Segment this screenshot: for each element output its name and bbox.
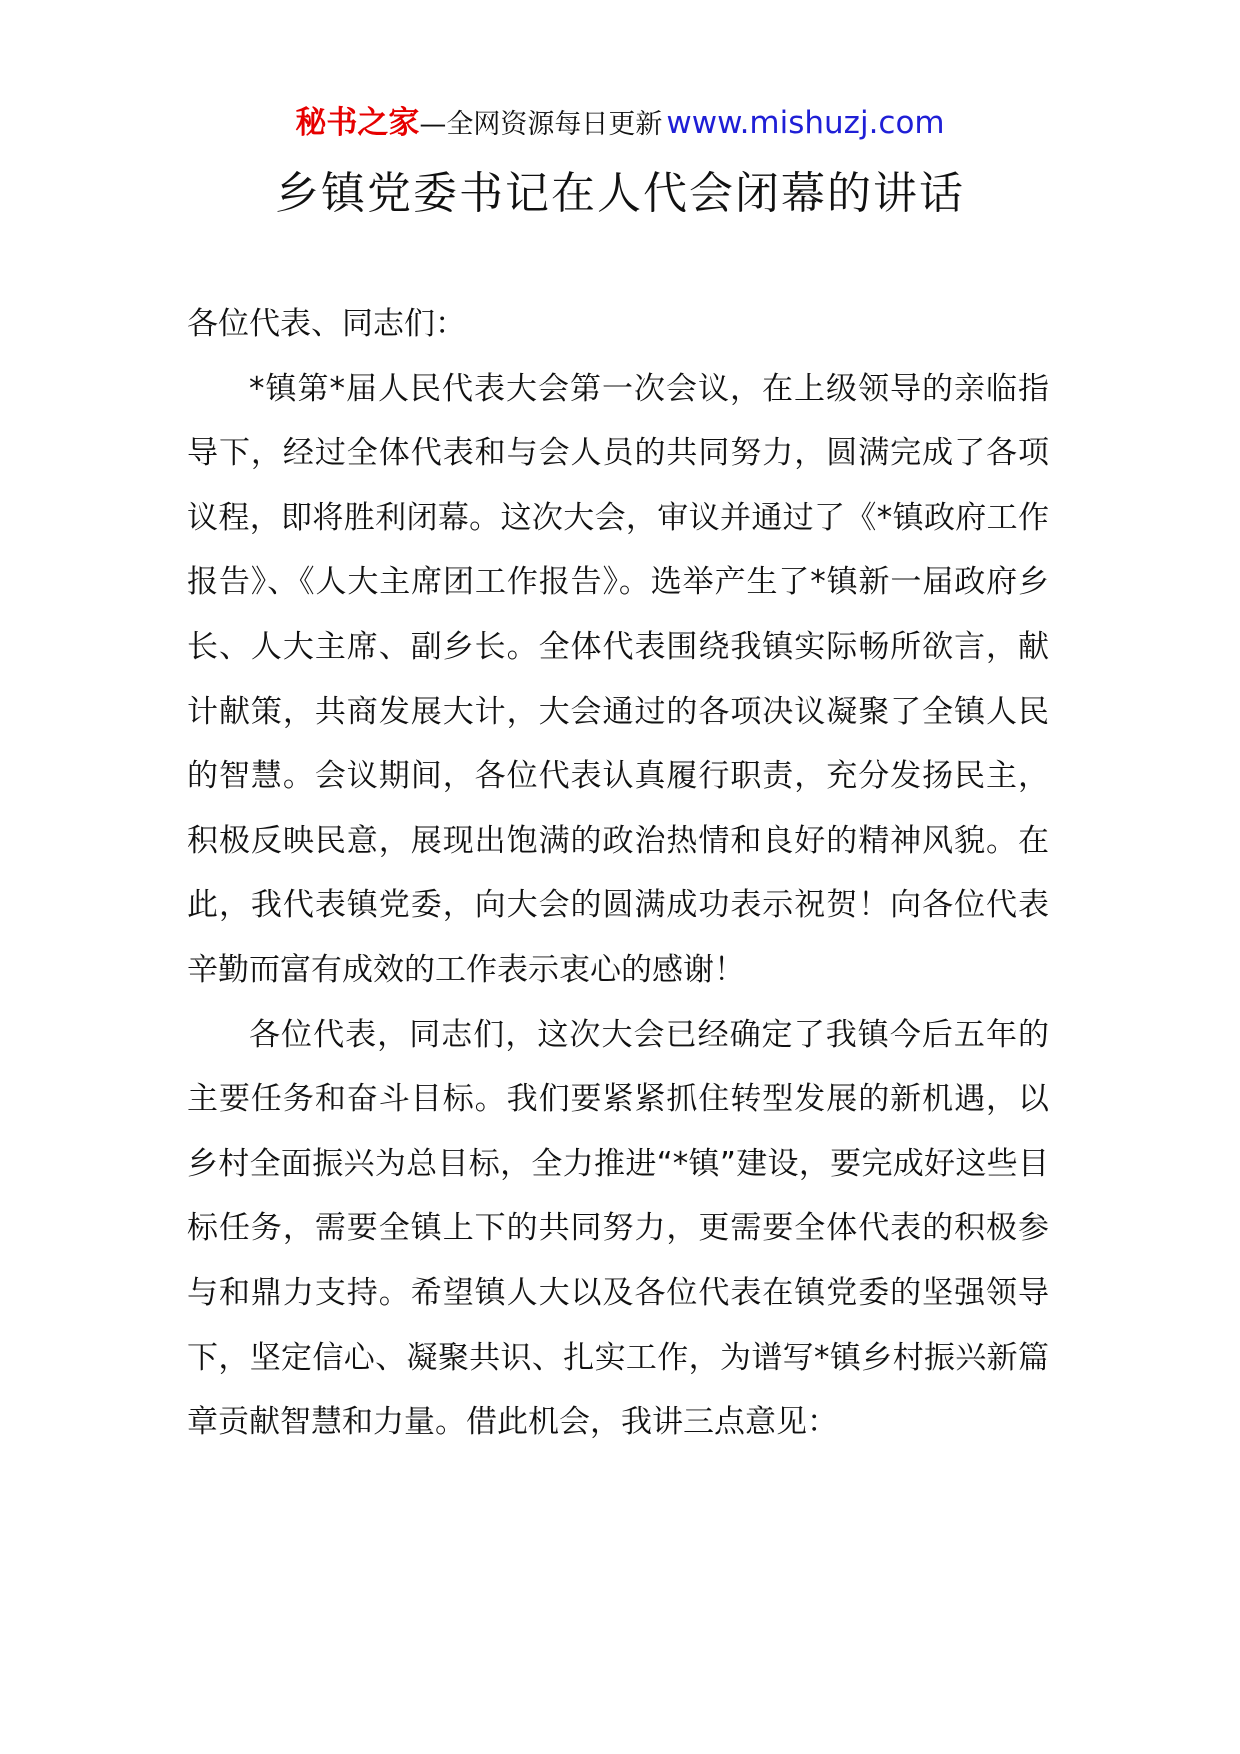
paragraph-1: *镇第*届人民代表大会第一次会议，在上级领导的亲临指导下，经过全体代表和与会人员的共同努力，圆满完成了各项议程，即将胜利闭幕。这次大会，审议并通过了《*镇政府工作报告》、《人大主席团工作报告》。选举产生了*镇新一届政府乡长、人大主席、副乡长。全体代表围绕我镇实际畅所欲言，献计献策，共商发展大计，大会通过的各项决议凝聚了全镇人民的智慧。会议期间，各位代表认真履行职责，充分发扬民主，积极反映民意，展现出饱满的政治热情和良好的精神风貌。在此，我代表镇党委，向大会的圆满成功表示祝贺！向各位代表辛勤而富有成效的工作表示衷心的感谢！ xyxy=(187,370,1049,988)
paragraph-2: 各位代表，同志们，这次大会已经确定了我镇今后五年的主要任务和奋斗目标。我们要紧紧抓住转型发展的新机遇，以乡村全面振兴为总目标，全力推进“*镇”建设，要完成好这些目标任务，需要全镇上下的共同努力，更需要全体代表的积极参与和鼎力支持。希望镇人大以及各位代表在镇党委的坚强领导下，坚定信心、凝聚共识、扎实工作，为谱写*镇乡村振兴新篇章贡献智慧和力量。借此机会，我讲三点意见： xyxy=(187,1016,1049,1441)
document-title: 乡镇党委书记在人代会闭幕的讲话 xyxy=(275,168,965,219)
brand-tagline: —全网资源每日更新 xyxy=(419,109,663,140)
document-body xyxy=(187,292,1049,1455)
watermark-header xyxy=(0,100,1240,148)
brand-name: 秘书之家 xyxy=(295,105,420,141)
site-url-link[interactable]: www.mishuzj.com xyxy=(666,105,945,141)
salutation: 各位代表、同志们： xyxy=(187,306,466,342)
